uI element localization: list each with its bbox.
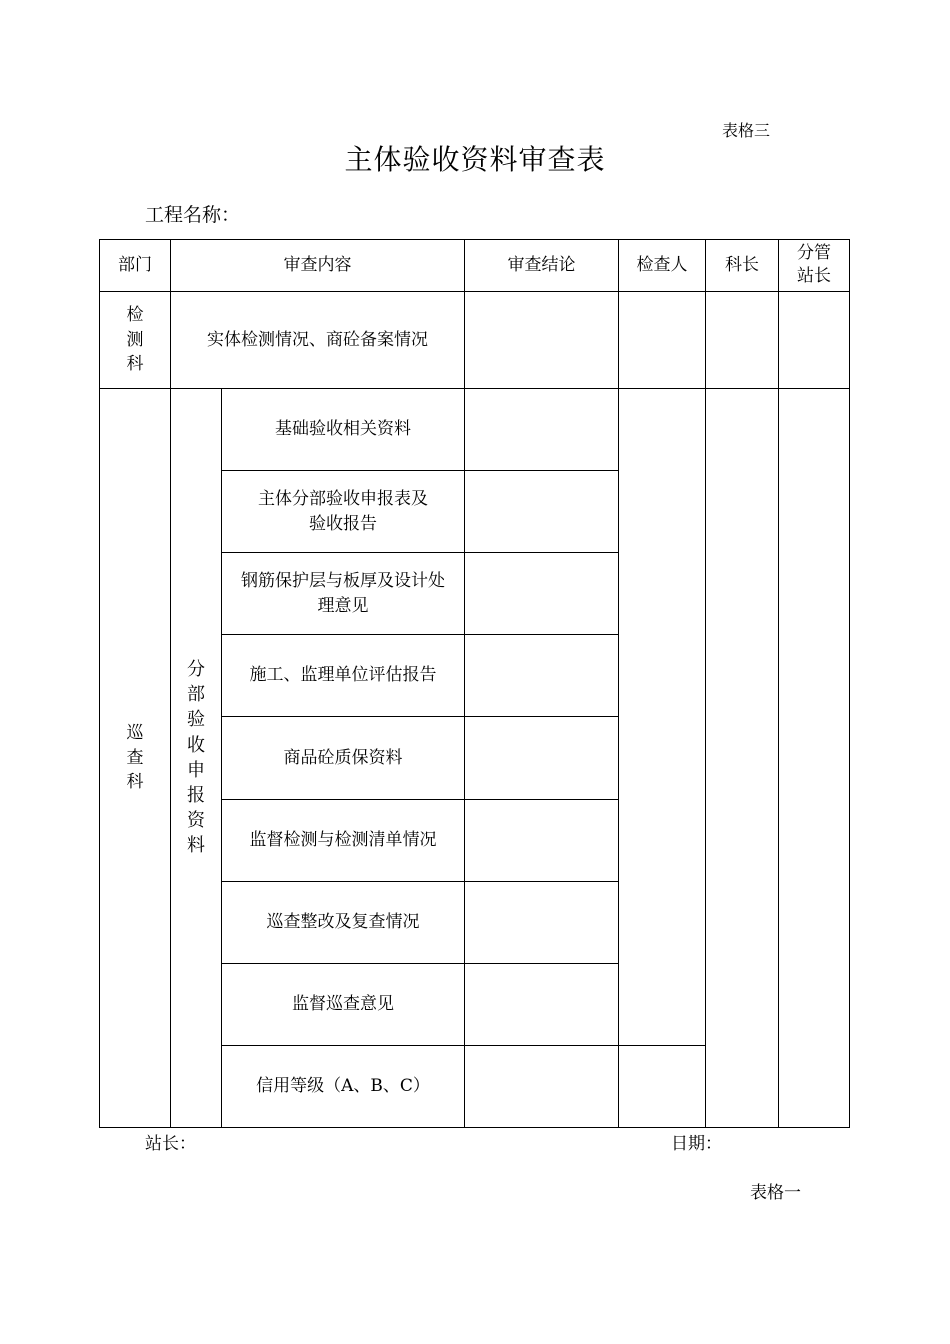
item-content: 监督巡查意见 bbox=[222, 964, 465, 1046]
project-name-label: 工程名称： bbox=[145, 204, 241, 226]
item-content: 施工、监理单位评估报告 bbox=[222, 635, 465, 717]
item-content-text: 钢筋保护层与板厚及设计处理意见 bbox=[241, 570, 445, 616]
station-chief-cell[interactable] bbox=[779, 389, 850, 1128]
inspector-cell[interactable] bbox=[619, 389, 706, 1046]
review-table bbox=[99, 239, 850, 1128]
conclusion-cell[interactable] bbox=[465, 471, 619, 553]
inspector-cell[interactable] bbox=[619, 292, 706, 389]
date-label: 日期： bbox=[671, 1134, 722, 1154]
conclusion-cell[interactable] bbox=[465, 389, 619, 471]
inspector-cell[interactable] bbox=[619, 1046, 706, 1128]
conclusion-cell[interactable] bbox=[465, 964, 619, 1046]
form-number-bottom: 表格一 bbox=[750, 1183, 801, 1203]
station-chief-signature-label: 站长： bbox=[145, 1134, 196, 1154]
header-row bbox=[100, 240, 850, 292]
item-content: 商品砼质保资料 bbox=[222, 717, 465, 800]
dept-testing bbox=[100, 292, 171, 389]
item-content bbox=[222, 471, 465, 553]
conclusion-cell[interactable] bbox=[465, 553, 619, 635]
header-section-chief: 科长 bbox=[706, 240, 779, 292]
conclusion-cell[interactable] bbox=[465, 800, 619, 882]
header-dept: 部门 bbox=[100, 240, 171, 292]
table-row bbox=[100, 292, 850, 389]
conclusion-cell[interactable] bbox=[465, 717, 619, 800]
document-title: 主体验收资料审查表 bbox=[344, 143, 606, 176]
header-content: 审查内容 bbox=[171, 240, 465, 292]
header-station-chief-text: 分管站长 bbox=[797, 243, 831, 287]
station-chief-cell[interactable] bbox=[779, 292, 850, 389]
table-row bbox=[100, 389, 850, 471]
header-inspector: 检查人 bbox=[619, 240, 706, 292]
item-content: 基础验收相关资料 bbox=[222, 389, 465, 471]
item-content: 信用等级（A、B、C） bbox=[222, 1046, 465, 1128]
item-content-text: 主体分部验收申报表及验收报告 bbox=[258, 488, 428, 534]
conclusion-cell[interactable] bbox=[465, 882, 619, 964]
header-conclusion: 审查结论 bbox=[465, 240, 619, 292]
dept-testing-text: 检测科 bbox=[126, 305, 144, 375]
conclusion-cell[interactable] bbox=[465, 1046, 619, 1128]
group-label bbox=[171, 389, 222, 1128]
section-chief-cell[interactable] bbox=[706, 389, 779, 1128]
conclusion-cell[interactable] bbox=[465, 635, 619, 717]
dept-patrol bbox=[100, 389, 171, 1128]
section-chief-cell[interactable] bbox=[706, 292, 779, 389]
item-content bbox=[222, 553, 465, 635]
header-station-chief bbox=[779, 240, 850, 292]
form-number-top: 表格三 bbox=[722, 121, 771, 140]
conclusion-cell[interactable] bbox=[465, 292, 619, 389]
content-testing: 实体检测情况、商砼备案情况 bbox=[171, 292, 465, 389]
group-label-text: 分部验收申报资料 bbox=[186, 659, 205, 857]
dept-patrol-text: 巡查科 bbox=[126, 723, 144, 793]
item-content: 巡查整改及复查情况 bbox=[222, 882, 465, 964]
item-content: 监督检测与检测清单情况 bbox=[222, 800, 465, 882]
